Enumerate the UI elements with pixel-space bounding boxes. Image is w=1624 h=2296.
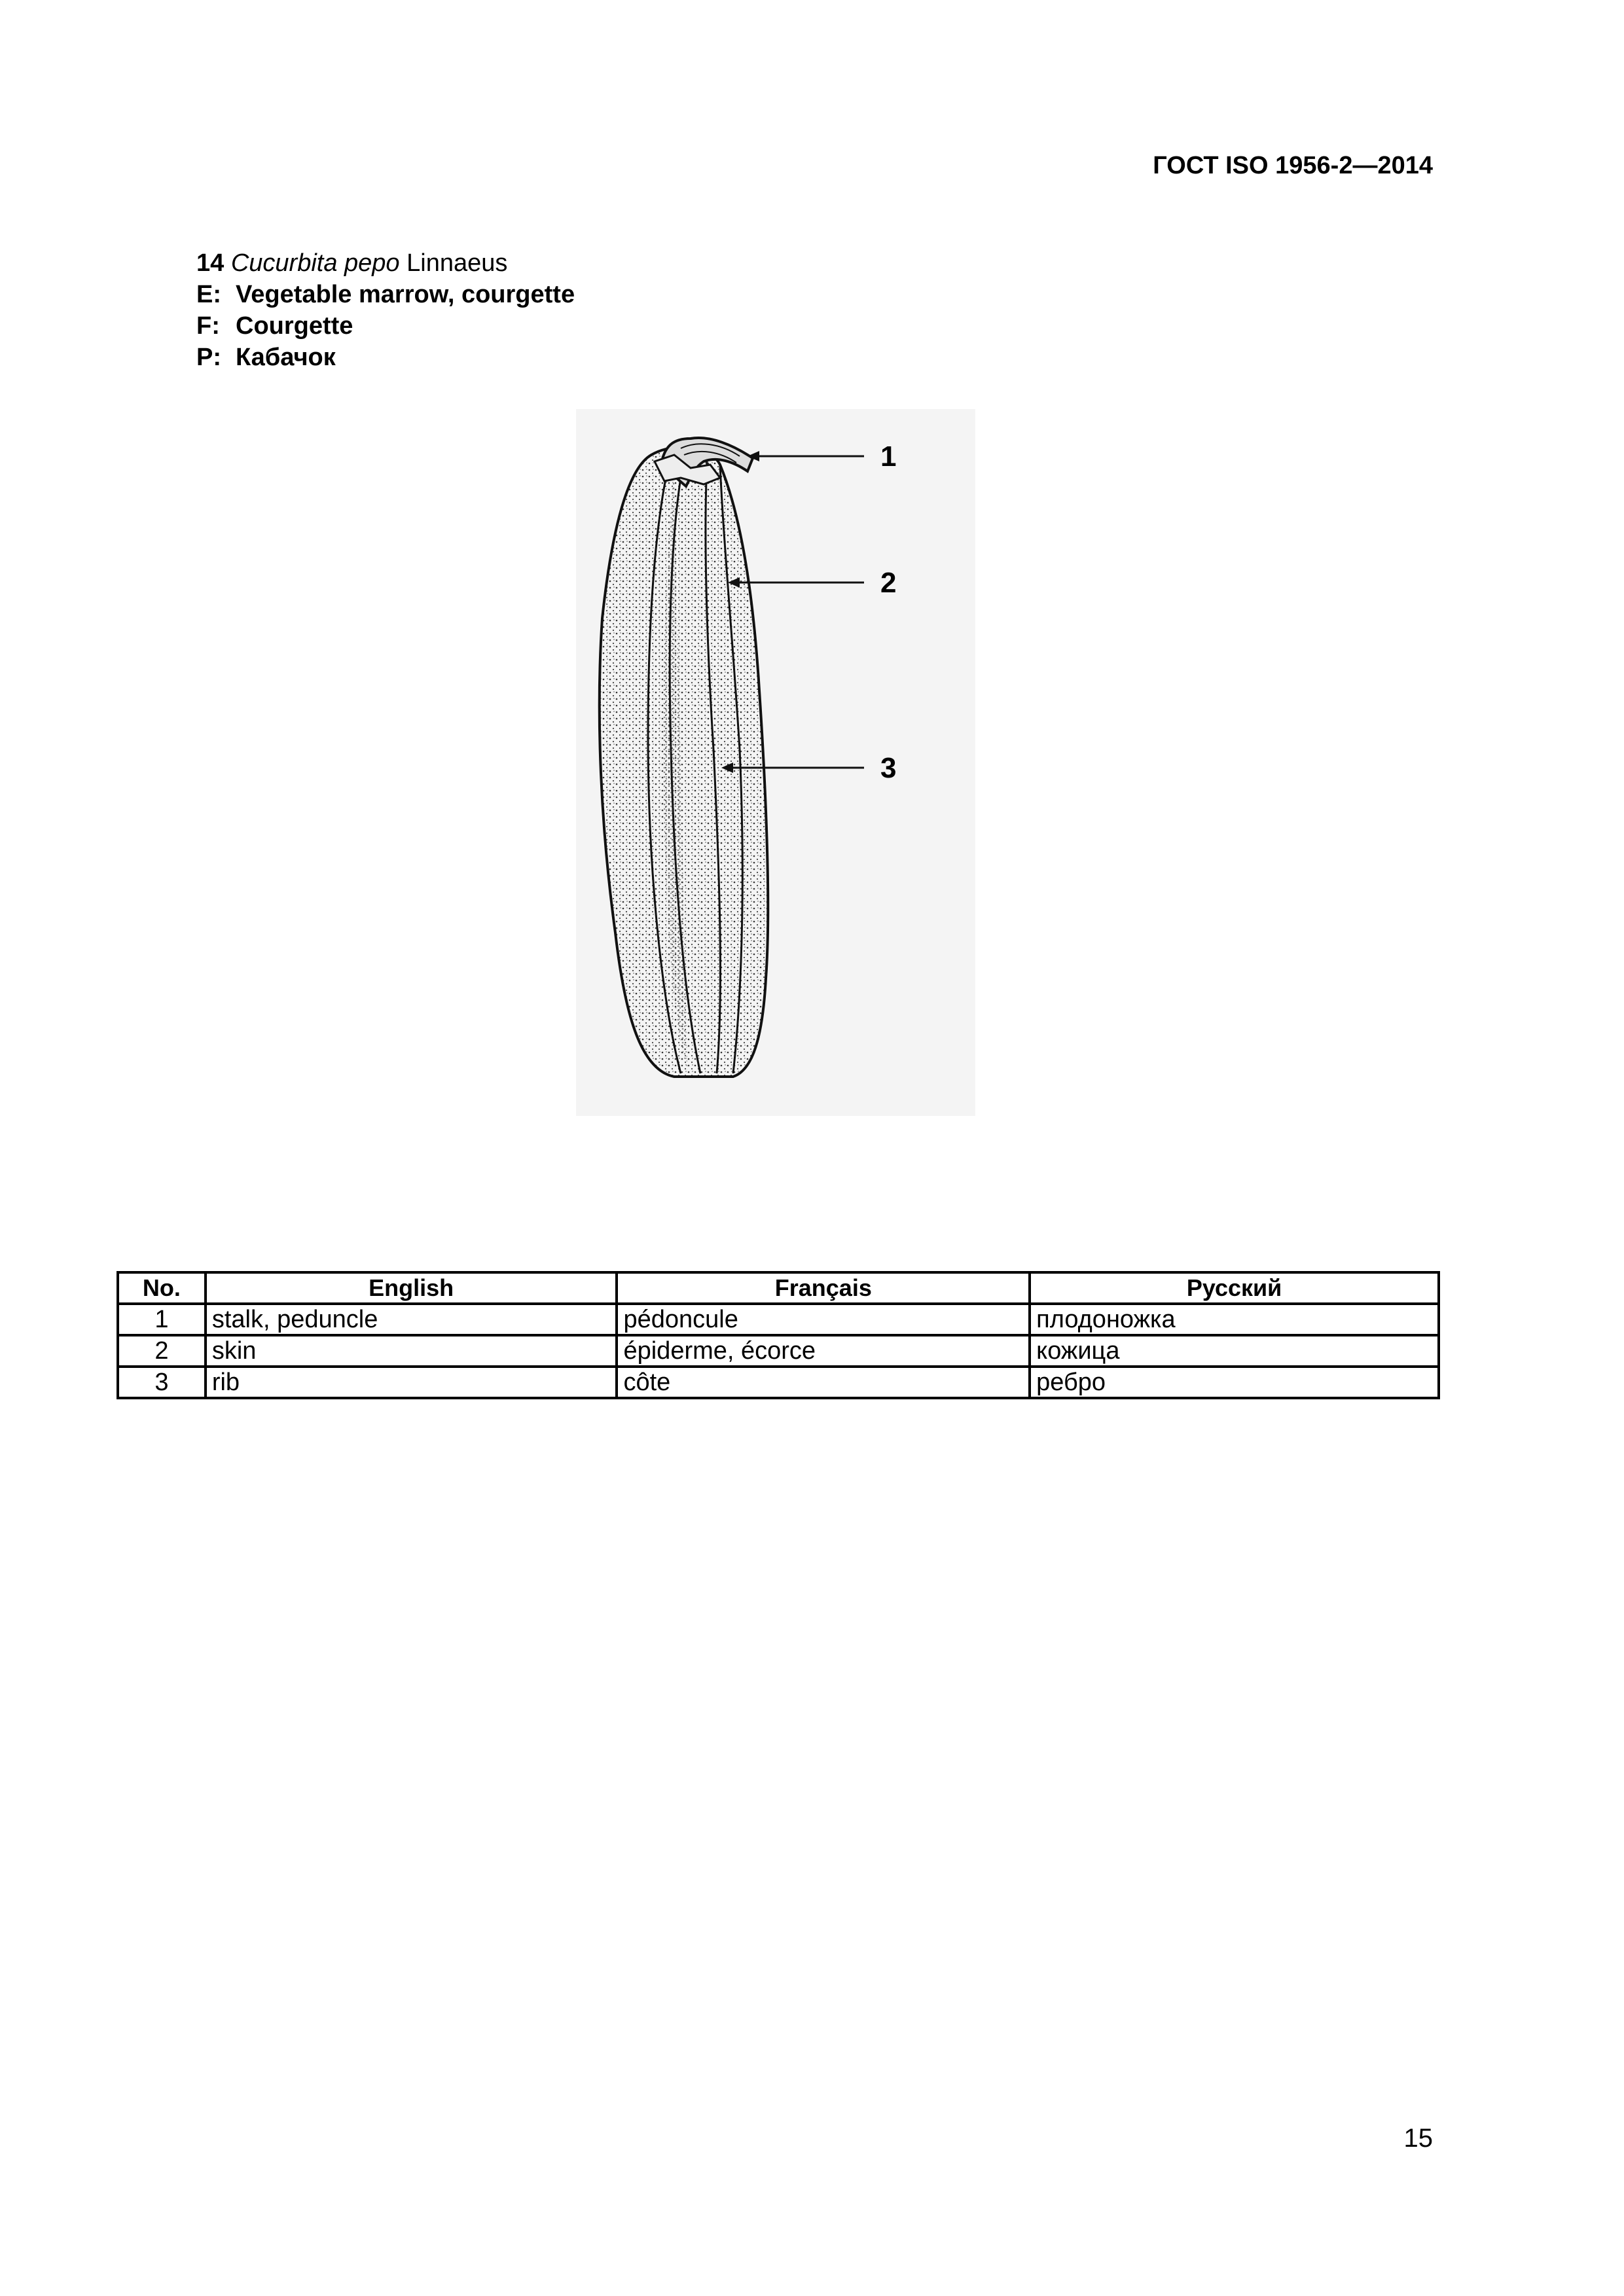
species-authority: Linnaeus xyxy=(406,249,508,277)
callout-3: 3 xyxy=(880,752,897,784)
entry-title xyxy=(196,247,575,279)
term-french: épiderme, écorce xyxy=(617,1335,1030,1367)
row-number: 3 xyxy=(118,1367,206,1398)
callout-1: 1 xyxy=(880,440,897,473)
term-english: stalk, peduncle xyxy=(206,1304,617,1335)
table-row xyxy=(118,1335,1439,1367)
species-name: Cucurbita pepo xyxy=(230,249,400,277)
header-no: No. xyxy=(118,1272,206,1304)
entry-number: 14 xyxy=(196,249,225,277)
entry-heading xyxy=(196,247,575,373)
term-russian: кожица xyxy=(1030,1335,1439,1367)
header-english: English xyxy=(206,1272,617,1304)
standard-code: ГОСТ ISO 1956-2—2014 xyxy=(1153,152,1433,179)
name-french: F: Courgette xyxy=(196,312,353,340)
header-french: Français xyxy=(617,1272,1030,1304)
name-english: E: Vegetable marrow, courgette xyxy=(196,281,575,308)
callout-2: 2 xyxy=(880,567,897,599)
header-russian: Русский xyxy=(1030,1272,1439,1304)
table-header-row xyxy=(118,1272,1439,1304)
page-number: 15 xyxy=(1403,2124,1433,2153)
term-russian: плодоножка xyxy=(1030,1304,1439,1335)
table-row xyxy=(118,1304,1439,1335)
row-number: 1 xyxy=(118,1304,206,1335)
table-row xyxy=(118,1367,1439,1398)
term-russian: ребро xyxy=(1030,1367,1439,1398)
courgette-drawing xyxy=(576,409,975,1116)
term-english: rib xyxy=(206,1367,617,1398)
term-french: côte xyxy=(617,1367,1030,1398)
name-russian: P: Кабачок xyxy=(196,344,336,371)
term-english: skin xyxy=(206,1335,617,1367)
terms-table xyxy=(117,1271,1440,1399)
row-number: 2 xyxy=(118,1335,206,1367)
term-french: pédoncule xyxy=(617,1304,1030,1335)
courgette-illustration xyxy=(576,409,975,1116)
